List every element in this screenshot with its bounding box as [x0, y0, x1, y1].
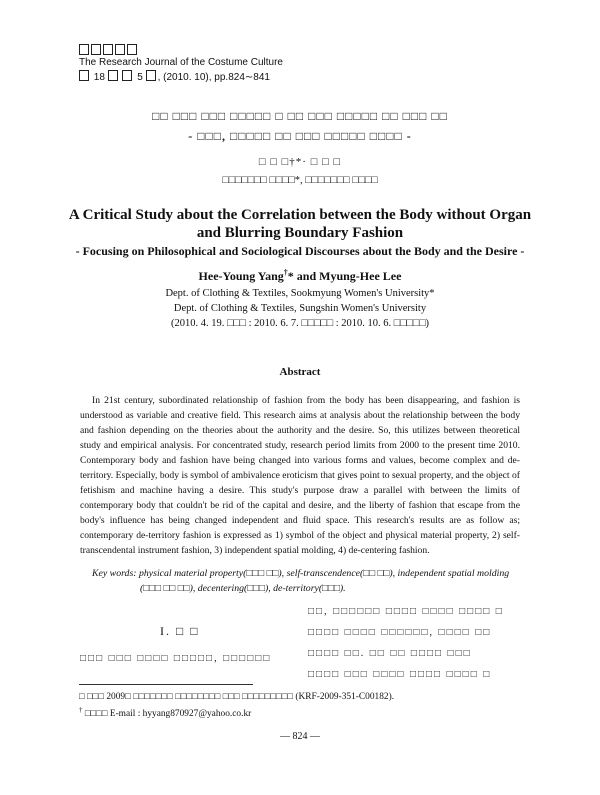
korean-title-line1: □□ □□□ □□□ □□□□□ □ □□ □□□ □□□□□ □□ □□□ □□ [152, 109, 448, 123]
journal-korean-name [79, 44, 139, 58]
page-number: — 824 — [280, 731, 320, 742]
section-heading: I. □ □ [160, 624, 200, 638]
korean-affiliation: □□□□□□□ □□□□*, □□□□□□□ □□□□ [222, 175, 378, 186]
footnote-email: □□□□ E-mail : hyyang870927@yahoo.co.kr [84, 709, 252, 720]
footnote-corresponding [79, 704, 251, 720]
affiliation-2: Dept. of Clothing & Textiles, Sungshin Women's University [173, 303, 427, 314]
keywords-line2: (□□□ □□ □□), decentering(□□□), de-territory(□□□). [140, 583, 346, 594]
author-rest: * and Myung-Hee Lee [287, 269, 402, 283]
right-column-line: □□□□ □□. □□ □□ □□□□ □□□ [308, 648, 472, 659]
keywords-line1: Key words: physical material property(□□□ □□), self-transcendence(□□ □□), independent spatial molding [92, 568, 510, 579]
corresponding-mark: † [283, 268, 288, 277]
author-name-1: Hee-Young Yang [198, 269, 284, 283]
issue-number: 5 [137, 72, 143, 83]
korean-authors: □ □ □†*· □ □ □ [258, 156, 342, 168]
left-column-text: □□□ □□□ □□□□ □□□□□, □□□□□□ [80, 653, 272, 664]
abstract-heading: Abstract [279, 366, 321, 378]
received-dates: (2010. 4. 19. □□□ : 2010. 6. 7. □□□□□ : 2010. 10. 6. □□□□□) [170, 318, 430, 329]
volume-info [79, 70, 270, 84]
right-column-text [308, 601, 520, 685]
abstract-body: In 21st century, subordinated relationship of fashion from the body has been disappearing, and fashion is understood as variable and creative field. This research aims at analysis about the relationship between the body and fashion depending on the theories about the authority and the desire. So, this utilizes between theoretical study and empirical analysis. For concentrated study, research period limits from 2000 to the present time 2010. Contemporary body and fashion have being changed into various forms and values, become complex and de-territory. Especially, body is symbol of ambivalence eroticism that gives point to sexual property, and the object of fetishism and machine having a desire. This study's purpose draw a parallel with between the limits of contemporary body that couldn't be rid of the capital and desire, and the liberty of fashion that escape from the body's influence has being changed independent and fluid space. This research's results are as follow as; contemporary de-territory fashion is expressed as 1) symbol of the object and physical material property, 2) self-transcendental instrument fashion, 3) independent spatial molding, 4) de-centering fashion. [80, 395, 520, 556]
footnote-rule [79, 684, 253, 685]
footnote-funding: □ □□□ 2009□ □□□□□□□ □□□□□□□□ □□□ □□□□□□□□□ (KRF-2009-351-C00182). [79, 692, 395, 702]
journal-english-name: The Research Journal of the Costume Culture [79, 57, 283, 68]
korean-title-line2: - □□□, □□□□□ □□ □□□ □□□□□ □□□□ - [188, 129, 412, 143]
english-subtitle: - Focusing on Philosophical and Sociological Discourses about the Body and the Desire - [75, 244, 525, 258]
volume-rest: , (2010. 10), pp.824∼841 [157, 72, 270, 83]
volume-number: 18 [93, 72, 105, 83]
affiliation-1: Dept. of Clothing & Textiles, Sookmyung Women's University* [165, 288, 435, 299]
english-title-line2: and Blurring Boundary Fashion [196, 225, 404, 241]
english-title-line1: A Critical Study about the Correlation between the Body without Organ [68, 207, 532, 223]
right-column-line: □□□□ □□□ □□□□ □□□□ □□□□ □ [308, 669, 492, 680]
right-column-line: □□□□ □□□□ □□□□□□, □□□□ □□ [308, 627, 492, 638]
right-column-line: □□, □□□□□□ □□□□ □□□□ □□□□ □ [308, 606, 504, 617]
english-authors [0, 268, 600, 284]
footnote-mark: † [79, 706, 83, 714]
